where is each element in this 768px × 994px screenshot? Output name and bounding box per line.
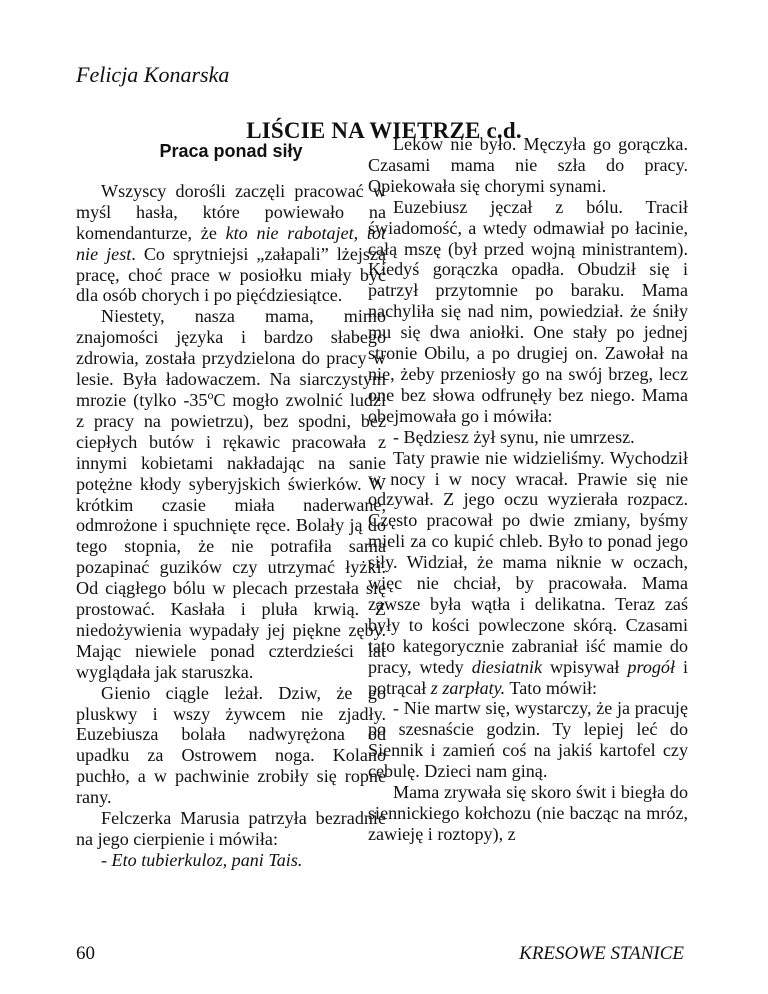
page-number: 60 (76, 943, 95, 964)
degree-sign: o (207, 387, 214, 402)
paragraph-dialogue: - Będziesz żył synu, nie umrzesz. (393, 426, 635, 447)
paragraph: Gienio ciągle leżał. Dziw, że go pluskwy i wszy żywcem nie zjadły. Euzebiusza bolała nadwyrężona od upadku za Ostrowem noga. Kolano puchło, a w pachwinie zrobiły się ropne rany. (76, 682, 386, 808)
paragraph: Taty prawie nie widzieliśmy. Wychodził w nocy i w nocy wracał. Prawie się nie odzywał. Z jego oczu wyzierała rozpacz. Często pracował po dwie zmiany, byśmy mieli za co kupić chleb. Było to ponad jego siły. Widział, że mama niknie w oczach, więc nie chciał, by pracowała. Mama zawsze była wątła i delikatna. Teraz zaś były to kości powleczone skórą. Czasami tato kategorycznie zabraniał iść mamie do pracy, wtedy diesiatnik wpisywał progół i potrącał z zarpłaty. Tato mówił: (368, 447, 689, 698)
paragraph: Leków nie było. Męczyła go gorączka. Czasami mama nie szła do pracy. Opiekowała się chorymi synami. (368, 134, 688, 196)
left-column (76, 140, 386, 871)
italic-phrase: diesiatnik (471, 656, 543, 677)
italic-phrase: kto nie rabotajet, tot nie jest (76, 222, 387, 264)
paragraph: Mama zrywała się skoro świt i biegła do siennickiego kołchozu (nie bacząc na mróz, zawieję i roztopy), z (368, 782, 688, 844)
right-column (368, 134, 688, 845)
italic-phrase: z zarpłaty. (430, 677, 506, 698)
paragraph: Wszyscy dorośli zaczęli pracować w myśl hasła, które powiewało na komendanturze, że kto nie rabotajet, tot nie jest. Co sprytniejsi „załapali” lżejszą pracę, choć prace w posiołku miały być dla osób chorych i po pięćdziesiątce. (76, 180, 387, 306)
article-title: LIŚCIE NA WIETRZE c.d. (246, 118, 522, 143)
italic-phrase: progół (627, 656, 675, 677)
section-subtitle: Praca ponad siły (159, 141, 303, 161)
paragraph: Euzebiusz jęczał z bólu. Tracił świadomość, a wtedy odmawiał po łacinie, całą mszę (był przed wojną ministrantem). Kiedyś gorączka opadła. Obudził się i patrzył przytomnie po baraku. Mama nachyliła się nad nim, powiedział. że śniły mu się dwa aniołki. One stały po jednej stronie Obilu, a po drugiej on. Zawołał na nie, żeby przeniosły go na swój brzeg, lecz one bez słowa odfrunęły bez niego. Mama obejmowała go i mówiła: (368, 196, 688, 426)
author-name: Felicja Konarska (76, 62, 230, 87)
paragraph: Felczerka Marusia patrzyła bezradnie na jego cierpienie i mówiła: (76, 808, 386, 849)
journal-name: KRESOWE STANICE (519, 943, 684, 964)
paragraph-dialogue: - Nie martw się, wystarczy, że ja pracuję po szesnaście godzin. Ty lepiej leć do Siennik i zamień coś na jakiś kartofel czy cebulę. Dzieci nam giną. (368, 698, 688, 782)
paragraph: Niestety, nasza mama, mimo znajomości języka i bardzo słabego zdrowia, została przydzielona do pracy w lesie. Była ładowaczem. Na siarczystym mrozie (tylko -35$^o$C mogło zwolnić ludzi z pracy na powietrzu), bez spodni, bez ciepłych butów i rękawic pracowała z innymi kobietami nakładając na sanie potężne kłody syberyjskich świerków. W krótkim czasie miała naderwane, odmrożone i spuchnięte ręce. Bolały ją do tego stopnia, że nie potrafiła sama pozapinać guzików czy utrzymać łyżki. Od ciągłego bólu w plecach przestała się prostować. Kasłała i pluła krwią. Z niedożywienia wypadały jej piękne zęby. Mając niewiele ponad czterdzieści lat wyglądała jak staruszka. (76, 306, 386, 682)
paragraph-dialogue: - Eto tubierkuloz, pani Tais. (101, 849, 303, 870)
